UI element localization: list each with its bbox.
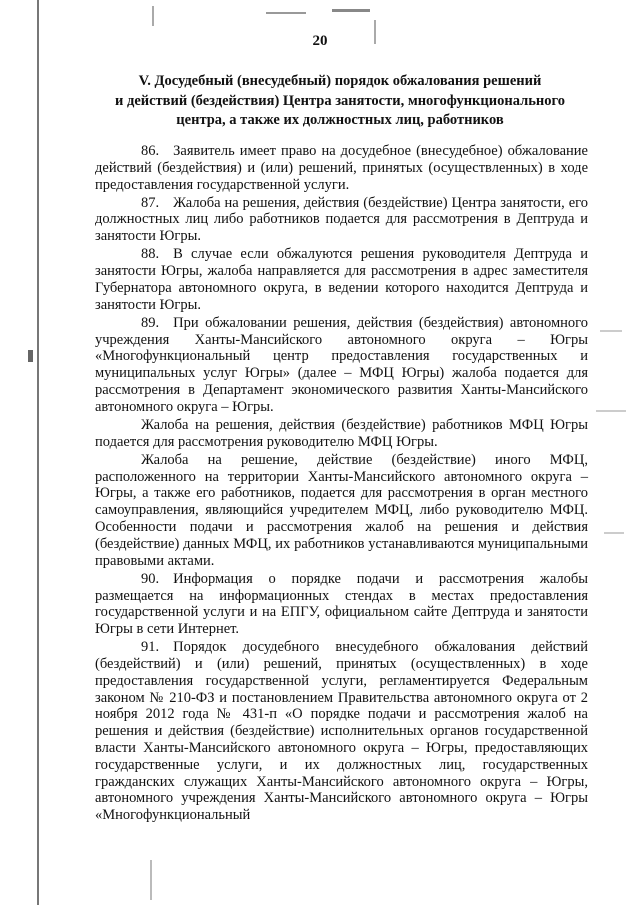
paragraph-number: 89. xyxy=(141,314,160,331)
paragraph-text: Информация о порядке подачи и рассмотрения жалобы размещается на информационных стендах в местах предоставления государственной услуги и на ЕПГУ, официальном сайте Дептруда и занятости Югры в сети Интернет. xyxy=(95,570,588,638)
paragraph-89 xyxy=(95,315,588,416)
paragraph-89-mfc-workers xyxy=(95,417,588,451)
scan-speck xyxy=(600,330,622,332)
paragraph-87 xyxy=(95,195,588,245)
scan-speck xyxy=(604,532,624,534)
section-title-line: и действий (бездействия) Центра занятости, многофункционального xyxy=(115,92,565,109)
scan-speck xyxy=(150,860,152,900)
scan-speck xyxy=(266,12,306,14)
scan-speck xyxy=(332,9,370,12)
paragraph-91 xyxy=(95,639,588,824)
paragraph-text: Заявитель имеет право на досудебное (внесудебное) обжалование действий (бездействия) и (или) решений, принятых (осуществленных) в ходе предоставления государственной услуги. xyxy=(95,143,588,193)
paragraph-number: 86. xyxy=(141,143,160,159)
paragraph-text: В случае если обжалуются решения руководителя Дептруда и занятости Югры, жалоба направляется для рассмотрения в адрес заместителя Губернатора автономного округа, в ведении которого находится Дептруда и занятости Югры. xyxy=(95,246,588,313)
paragraph-text: При обжаловании решения, действия (бездействия) автономного учреждения Ханты-Мансийского автономного округа – Югры «Многофункциональный центр предоставления государственных и муниципальных услуг Югры» (далее – МФЦ Югры) жалоба подается для рассмотрения в Департамент экономического развития Ханты-Мансийского автономного округа – Югры. xyxy=(95,314,588,415)
paragraph-number: 91. xyxy=(141,639,160,656)
paragraph-text: Жалоба на решение, действие (бездействие) иного МФЦ, расположенного на территории Ханты-Мансийского автономного округа – Югры, а также его работников, подается для рассмотрения в орган местного самоуправления, являющийся учредителем МФЦ, либо руководителю МФЦ. Особенности подачи и рассмотрения жалоб на решения и действия (бездействие) данных МФЦ, их работников устанавливаются муниципальными правовыми актами. xyxy=(95,451,588,569)
section-title xyxy=(95,72,585,131)
paragraph-90 xyxy=(95,571,588,638)
scan-speck xyxy=(28,350,33,362)
document-body xyxy=(95,143,588,825)
paragraph-number: 87. xyxy=(141,194,160,211)
page-number: 20 xyxy=(312,33,328,49)
scan-speck xyxy=(152,6,154,26)
paragraph-88 xyxy=(95,246,588,313)
paragraph-text: Жалоба на решения, действия (бездействие) Центра занятости, его должностных лиц либо работников подается для рассмотрения в Дептруда и занятости Югры. xyxy=(95,194,588,245)
section-title-line: центра, а также их должностных лиц, работников xyxy=(176,112,504,128)
scan-speck xyxy=(596,410,626,412)
section-title-line: V. Досудебный (внесудебный) порядок обжалования решений xyxy=(138,73,542,89)
scan-edge-line xyxy=(37,0,39,905)
paragraph-number: 88. xyxy=(141,246,160,263)
paragraph-text: Порядок досудебного внесудебного обжалования действий (бездействий) и (или) решений, принятых (осуществленных) в ходе предоставления государственной услуги, регламентируется Федеральным законом № 210-ФЗ и постановлением Правительства автономного округа от 2 ноября 2012 года № 431-п «О порядке подачи и рассмотрения жалоб на решения и действия (бездействие) исполнительных органов государственной власти Ханты-Мансийского автономного округа – Югры, предоставляющих государственные услуги, и их должностных лиц, государственных гражданских служащих Ханты-Мансийского автономного округа – Югры, автономного учреждения Ханты-Мансийского автономного округа – Югры «Многофункциональный xyxy=(95,639,588,824)
paragraph-number: 90. xyxy=(141,570,160,587)
paragraph-86 xyxy=(95,143,588,193)
paragraph-text: Жалоба на решения, действия (бездействие) работников МФЦ Югры подается для рассмотрения руководителю МФЦ Югры. xyxy=(95,416,588,450)
paragraph-89-other-mfc xyxy=(95,452,588,570)
